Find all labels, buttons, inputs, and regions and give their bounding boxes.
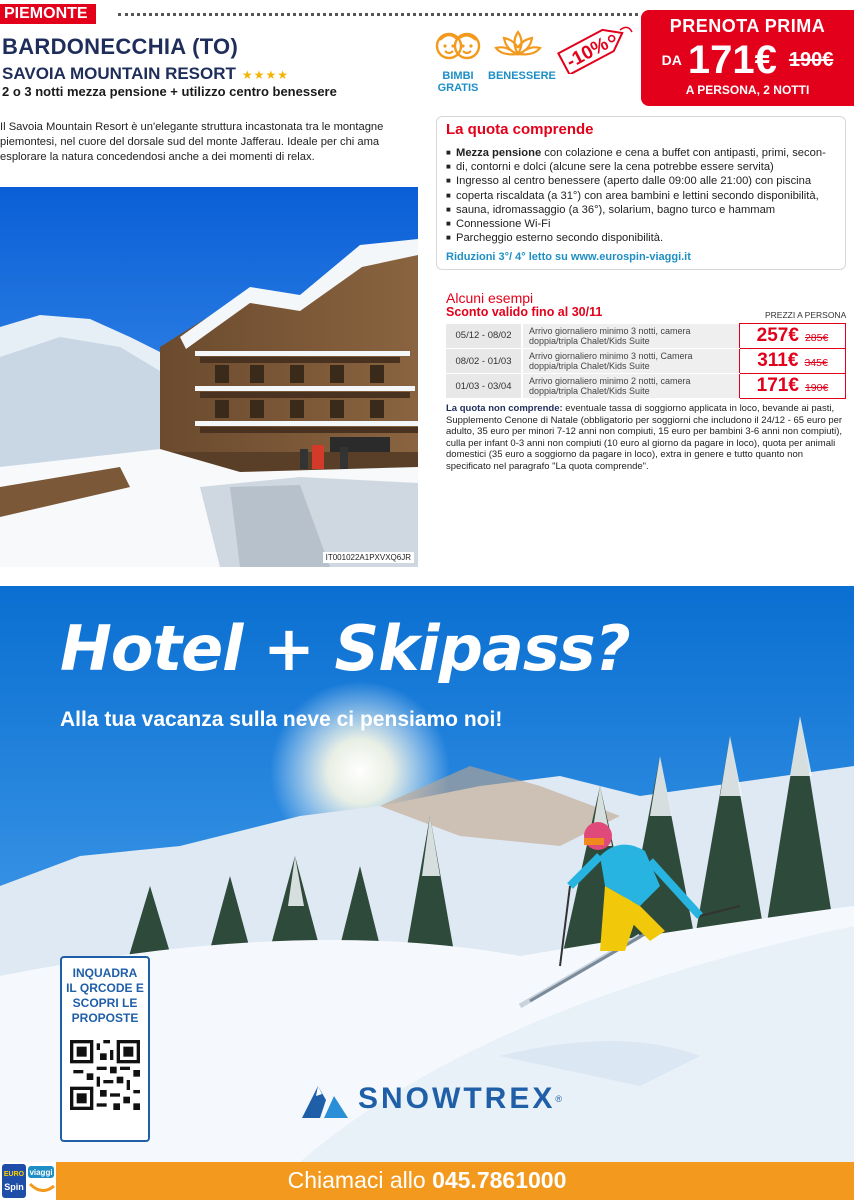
photo-code: IT001022A1PXVXQ6JR bbox=[323, 552, 414, 563]
qr-line: INQUADRA bbox=[72, 966, 138, 980]
row-description bbox=[522, 374, 740, 399]
snowtrex-wordmark: SNOWTREX bbox=[358, 1082, 556, 1115]
hotel-photo bbox=[0, 187, 418, 567]
row-description-l2: doppia/tripla Chalet/Kids Suite bbox=[529, 361, 650, 371]
table-row bbox=[446, 374, 846, 399]
qr-instructions bbox=[62, 966, 148, 1026]
logo-viaggi: viaggi bbox=[29, 1168, 53, 1177]
badge-kids bbox=[428, 28, 488, 94]
row-dates: 01/03 - 03/04 bbox=[446, 374, 522, 399]
included-title: La quota comprende bbox=[446, 121, 594, 138]
list-item bbox=[446, 231, 842, 245]
discount-tag bbox=[554, 22, 634, 74]
examples-title: Alcuni esempi bbox=[446, 290, 534, 306]
included-item4: Parcheggio esterno secondo disponibilità. bbox=[456, 232, 664, 245]
region-tag: PIEMONTE bbox=[0, 4, 96, 24]
table-row bbox=[446, 324, 846, 349]
phone-number[interactable]: 045.7861000 bbox=[432, 1167, 567, 1193]
ad-subline: Alla tua vacanza sulla neve ci pensiamo noi! bbox=[60, 708, 503, 731]
dotted-divider bbox=[118, 13, 638, 16]
promo-from: DA bbox=[661, 52, 682, 68]
discount-value: -10% bbox=[563, 33, 613, 73]
qr-line: IL QRCODE E bbox=[66, 981, 144, 995]
row-description bbox=[522, 324, 740, 349]
included-item1-cont: di, contorni e dolci (alcune sere la cena potrebbe essere servita) bbox=[456, 161, 774, 174]
row-old-price: 190€ bbox=[804, 382, 829, 394]
list-item bbox=[446, 146, 842, 160]
qr-code-icon[interactable] bbox=[70, 1040, 140, 1110]
row-dates: 05/12 - 08/02 bbox=[446, 324, 522, 349]
row-price bbox=[740, 374, 846, 399]
included-item3: Connessione Wi-Fi bbox=[456, 218, 551, 231]
row-price bbox=[740, 324, 846, 349]
qr-line: PROPOSTE bbox=[71, 1011, 139, 1025]
qr-code-box[interactable] bbox=[60, 956, 150, 1142]
snowtrex-ad[interactable] bbox=[0, 586, 854, 1162]
registered-mark: ® bbox=[555, 1094, 562, 1104]
per-person-label: PREZZI A PERSONA bbox=[765, 310, 847, 320]
promo-title: PRENOTA PRIMA bbox=[669, 16, 826, 36]
row-new-price: 311€ bbox=[757, 350, 799, 371]
row-description-l1: Arrivo giornaliero minimo 2 notti, camera bbox=[529, 376, 691, 386]
package-description: 2 o 3 notti mezza pensione + utilizzo centro benessere bbox=[2, 84, 337, 99]
row-price bbox=[740, 349, 846, 374]
examples-table bbox=[446, 323, 846, 399]
badge-wellness-line1: BENESSERE bbox=[488, 70, 556, 82]
lotus-icon bbox=[494, 28, 542, 62]
star-rating: ★★★★ bbox=[241, 68, 289, 82]
badge-kids-line2: GRATIS bbox=[437, 82, 479, 94]
row-dates: 08/02 - 01/03 bbox=[446, 349, 522, 374]
included-list bbox=[446, 146, 842, 245]
row-description-l2: doppia/tripla Chalet/Kids Suite bbox=[529, 335, 650, 346]
row-new-price: 257€ bbox=[756, 325, 799, 346]
hotel-photo-illustration bbox=[0, 187, 418, 567]
row-new-price: 171€ bbox=[756, 375, 799, 396]
not-included-label: La quota non comprende: bbox=[446, 403, 563, 414]
footer-bar bbox=[0, 1162, 854, 1200]
promo-price: 171€ bbox=[687, 38, 777, 82]
list-item-continuation bbox=[446, 160, 842, 174]
promo-box bbox=[641, 10, 854, 106]
included-item1-text: con colazione e cena a buffet con antipasti, primi, secon- bbox=[541, 147, 826, 159]
snowtrex-mountain-icon bbox=[300, 1078, 350, 1120]
examples-subtitle: Sconto valido fino al 30/11 bbox=[446, 305, 603, 319]
list-item bbox=[446, 217, 842, 231]
list-item-continuation bbox=[446, 203, 842, 217]
not-included-text bbox=[446, 403, 846, 473]
list-item-continuation bbox=[446, 189, 842, 203]
row-old-price: 285€ bbox=[804, 332, 829, 344]
promo-old-price: 190€ bbox=[788, 48, 834, 71]
page-title: BARDONECCHIA (TO) bbox=[2, 34, 239, 59]
row-description-l2: doppia/tripla Chalet/Kids Suite bbox=[529, 386, 650, 396]
row-description-l1: Arrivo giornaliero minimo 3 notti, camera bbox=[529, 325, 691, 336]
included-item2-l3: sauna, idromassaggio (a 36°), solarium, bagno turco e hammam bbox=[456, 203, 776, 216]
footer-call bbox=[0, 1167, 854, 1194]
promo-note: A PERSONA, 2 NOTTI bbox=[685, 83, 810, 97]
reductions-link[interactable]: Riduzioni 3°/ 4° letto su www.eurospin-viaggi.it bbox=[446, 251, 691, 263]
snowtrex-logo[interactable] bbox=[300, 1078, 562, 1120]
included-item2-l2: coperta riscaldata (a 31°) con area bambini e lettini secondo disponibilità, bbox=[456, 189, 819, 202]
included-item2-l1: Ingresso al centro benessere (aperto dalle 09:00 alle 21:00) con piscina bbox=[456, 175, 812, 188]
resort-name-text: SAVOIA MOUNTAIN RESORT bbox=[2, 64, 236, 83]
kids-icon bbox=[434, 28, 482, 62]
logo-euro: EURO bbox=[3, 1171, 25, 1178]
logo-spin: Spin bbox=[4, 1182, 24, 1192]
row-old-price: 345€ bbox=[804, 357, 828, 369]
list-item bbox=[446, 174, 842, 188]
badge-kids-line1: BIMBI bbox=[442, 70, 474, 82]
resort-name bbox=[2, 64, 289, 84]
badge-wellness bbox=[488, 28, 556, 82]
row-description-l1: Arrivo giornaliero minimo 3 notti, Camera bbox=[529, 351, 693, 361]
table-row bbox=[446, 349, 846, 374]
footer-call-text: Chiamaci allo bbox=[287, 1167, 433, 1193]
not-included-body: eventuale tassa di soggiorno applicata in loco, bevande ai pasti, Supplemento Cenone di Natale (obbligatorio per soggiorni che includono il 24/12 - 65 euro per adulto, 35 euro per minori 7-12 anni non compiuti, 15 euro per bambini 3-6 anni non compiuti), culla per infant 0-3 anni non compiuti (10 euro al giorno da pagare in loco), quota per animali domestici (35 euro a soggiorno da pagare in loco), extra in genere e tutto quanto non specificato nel paragrafo "La quota comprende". bbox=[446, 403, 843, 472]
ad-headline: Hotel + Skipass? bbox=[60, 612, 630, 685]
qr-line: SCOPRI LE bbox=[72, 996, 138, 1010]
row-description bbox=[522, 349, 740, 374]
included-item1-bold: Mezza pensione bbox=[456, 147, 542, 159]
promo-price-row bbox=[641, 39, 854, 81]
intro-text: Il Savoia Mountain Resort è un'elegante struttura incastonata tra le montagne piemontesi, nel cuore del dorsale sud del monte Jafferau. Ideale per chi ama esplorare la natura concedendosi anche a dei momenti di relax. bbox=[0, 121, 384, 163]
